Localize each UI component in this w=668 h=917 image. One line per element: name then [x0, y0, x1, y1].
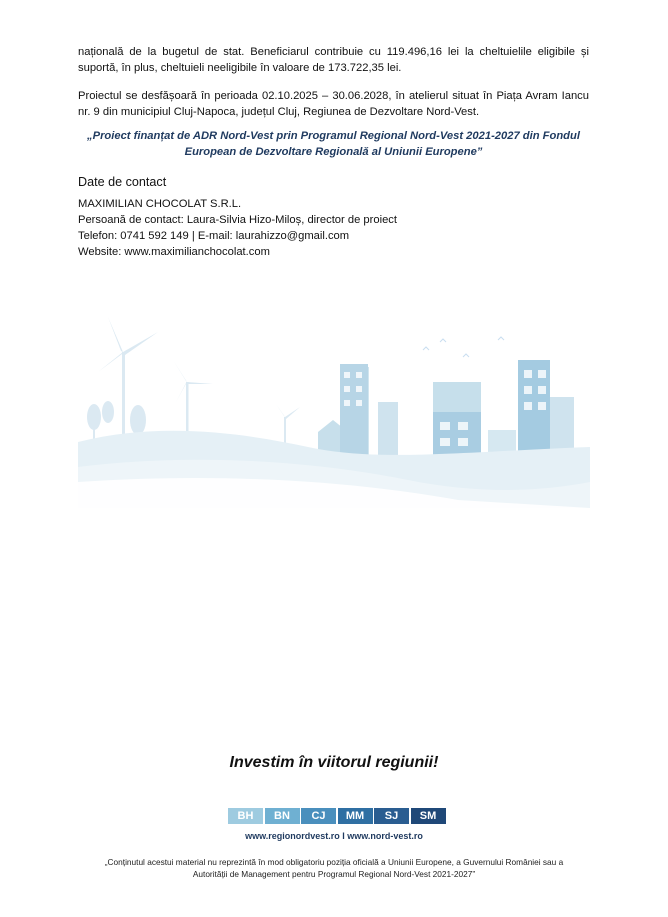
county-sm: SM: [411, 808, 446, 824]
funding-statement: „Proiect finanțat de ADR Nord-Vest prin Programul Regional Nord-Vest 2021-2027 din Fondul European de Dezvoltare Regională al Uniunii Europene”: [87, 130, 580, 158]
footer-websites[interactable]: www.regionordvest.ro I www.nord-vest.ro: [245, 831, 423, 841]
county-cj: CJ: [301, 808, 336, 824]
county-mm: MM: [338, 808, 373, 824]
county-sj: SJ: [374, 808, 409, 824]
disclaimer: „Conținutul acestui material nu reprezintă în mod obligatoriu poziția oficială a Uniunii Europene, a Guvernului României sau a Autorității de Management pentru Programul Regional Nord-Vest 2021-2027”: [104, 857, 564, 879]
body-paragraph-1: națională de la bugetul de stat. Beneficiarul contribuie cu 119.496,16 lei la cheltuielile eligibile și suportă, în plus, cheltuieli neeligibile în valoare de 173.722,35 lei.: [78, 46, 589, 74]
contact-company: MAXIMILIAN CHOCOLAT S.R.L.: [78, 198, 242, 210]
slogan: Investim în viitorul regiunii!: [229, 754, 439, 771]
county-bn: BN: [265, 808, 300, 824]
contact-phone-email: Telefon: 0741 592 149 | E-mail: laurahizzo@gmail.com: [78, 230, 350, 242]
contact-website: Website: www.maximilianchocolat.com: [78, 246, 270, 258]
contact-person: Persoană de contact: Laura-Silvia Hizo-Miloș, director de proiect: [78, 214, 397, 226]
body-paragraph-2: Proiectul se desfășoară în perioada 02.10.2025 – 30.06.2028, în atelierul situat în Piața Avram Iancu nr. 9 din municipiul Cluj-Napoca, județul Cluj, Regiunea de Dezvoltare Nord-Vest.: [78, 90, 589, 118]
city-illustration: [78, 312, 590, 508]
county-bh: BH: [228, 808, 263, 824]
county-strip: [228, 808, 447, 824]
contact-details: [78, 196, 397, 260]
contact-heading: Date de contact: [78, 175, 167, 189]
